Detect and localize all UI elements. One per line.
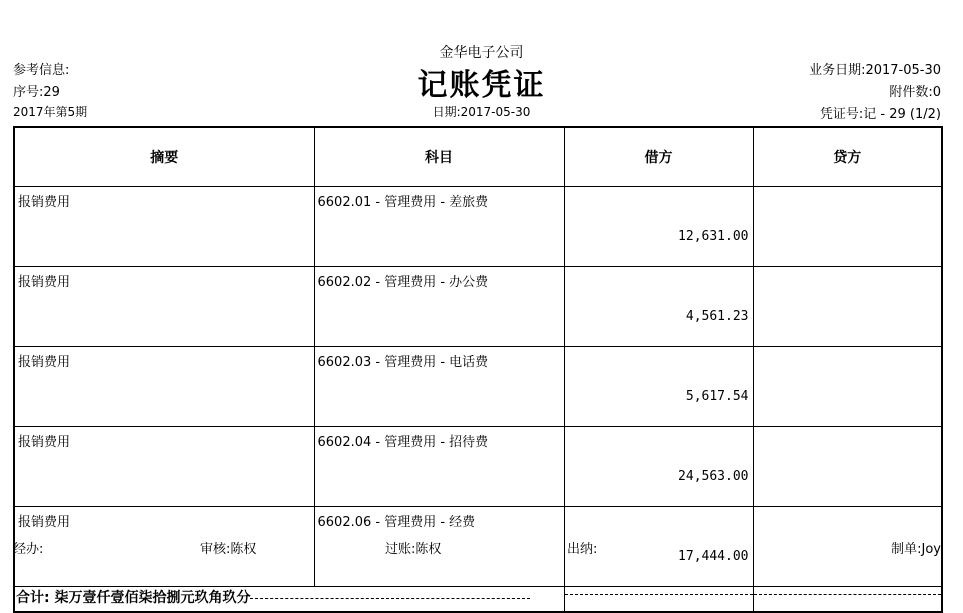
column-header-account: 科目 [314, 127, 564, 187]
reviewer-label: 审核:陈权 [200, 542, 257, 557]
voucher-table [13, 126, 943, 613]
debit-cell: 17,444.00 [564, 507, 753, 587]
credit-cell [753, 347, 942, 427]
total-dash-line [250, 598, 530, 599]
voucher-number: 凭证号:记 - 29 (1/2) [819, 107, 941, 122]
total-credit-cell [753, 587, 942, 613]
credit-cell [753, 267, 942, 347]
summary-cell: 报销费用 [14, 427, 314, 507]
sequence-number: 序号:29 [13, 85, 60, 100]
column-header-debit: 借方 [564, 127, 753, 187]
account-cell: 6602.02 - 管理费用 - 办公费 [314, 267, 564, 347]
total-row [14, 587, 942, 613]
table-row [14, 347, 942, 427]
total-dash-line [754, 594, 942, 595]
table-header-row [14, 127, 942, 187]
table-row [14, 187, 942, 267]
cashier-label: 出纳: [567, 542, 598, 557]
company-name: 金华电子公司 [439, 45, 524, 61]
voucher-date: 日期:2017-05-30 [432, 105, 531, 119]
poster-label: 过账:陈权 [385, 542, 442, 557]
business-date: 业务日期:2017-05-30 [809, 63, 941, 78]
reference-info: 参考信息: [13, 63, 70, 78]
summary-cell: 报销费用 [14, 187, 314, 267]
credit-cell [753, 187, 942, 267]
attachment-count: 附件数:0 [889, 85, 941, 100]
total-cell [14, 587, 564, 613]
account-cell: 6602.04 - 管理费用 - 招待费 [314, 427, 564, 507]
voucher-title: 记账凭证 [417, 68, 546, 103]
period: 2017年第5期 [13, 105, 88, 119]
table-row [14, 507, 942, 587]
credit-cell [753, 427, 942, 507]
debit-cell: 5,617.54 [564, 347, 753, 427]
summary-cell: 报销费用 [14, 507, 314, 587]
table-row [14, 267, 942, 347]
column-header-credit: 贷方 [753, 127, 942, 187]
debit-cell: 4,561.23 [564, 267, 753, 347]
preparer-label: 制单:Joy [891, 542, 941, 557]
debit-cell: 12,631.00 [564, 187, 753, 267]
debit-cell: 24,563.00 [564, 427, 753, 507]
account-cell: 6602.06 - 管理费用 - 经费 [314, 507, 564, 587]
handler-label: 经办: [13, 542, 44, 557]
summary-cell: 报销费用 [14, 267, 314, 347]
account-cell: 6602.01 - 管理费用 - 差旅费 [314, 187, 564, 267]
total-amount-in-words: 合计: 柒万壹仟壹佰柒拾捌元玖角玖分 [16, 590, 251, 606]
total-debit-cell [564, 587, 753, 613]
total-dash-line [565, 594, 753, 595]
column-header-summary: 摘要 [14, 127, 314, 187]
table-row [14, 427, 942, 507]
account-cell: 6602.03 - 管理费用 - 电话费 [314, 347, 564, 427]
summary-cell: 报销费用 [14, 347, 314, 427]
